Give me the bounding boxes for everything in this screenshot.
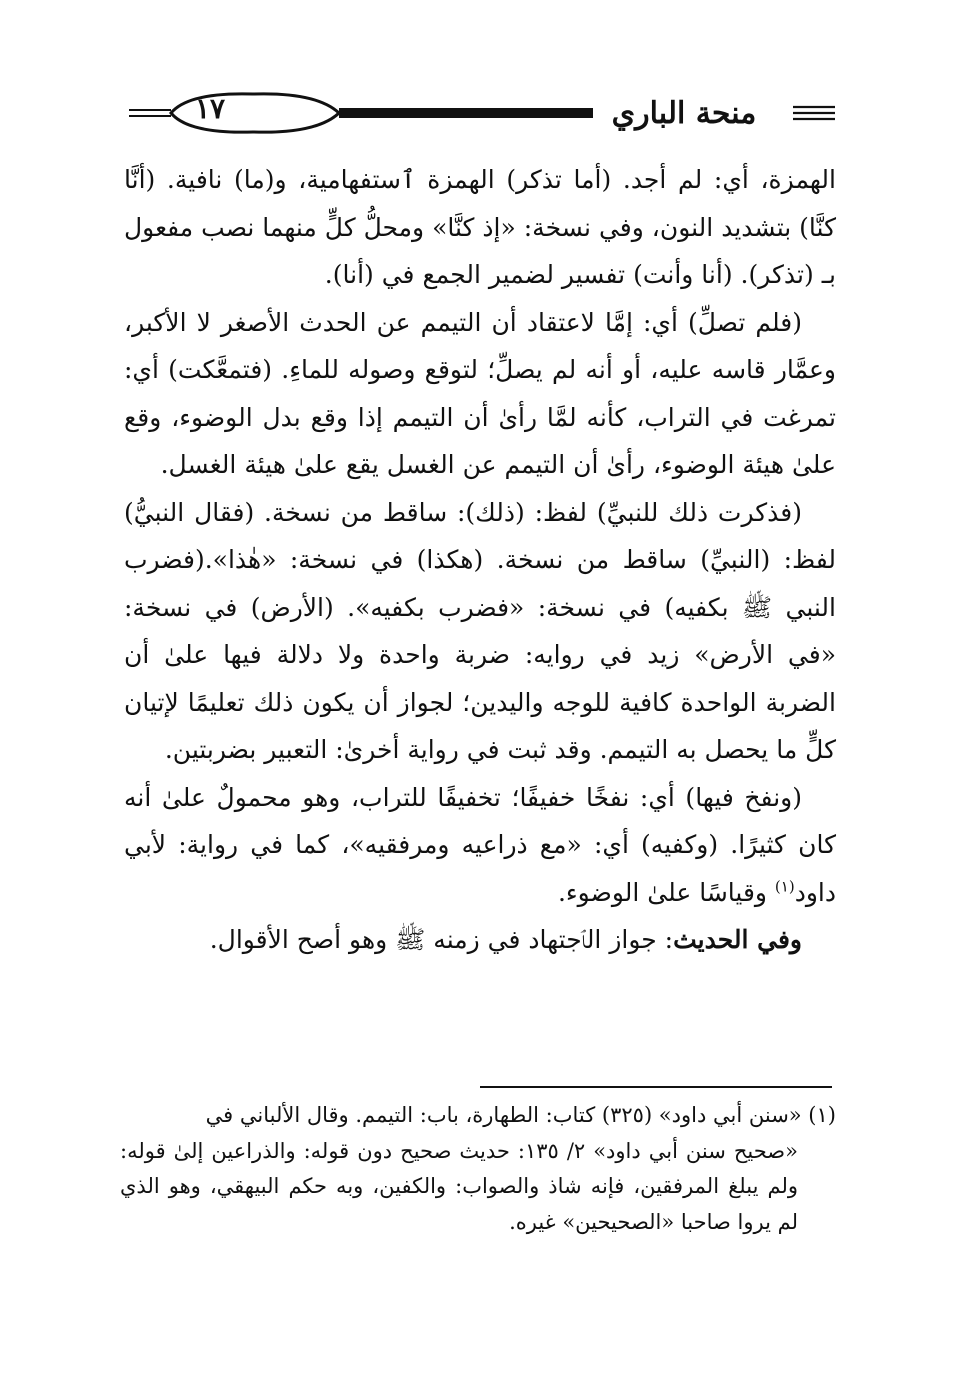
page-number: ١٧ — [194, 92, 226, 125]
paragraph-5-text: : جواز الٱجتهاد في زمنه ﷺ وهو أصح الأقوال. — [209, 925, 674, 954]
paragraph-4-end: وقياسًا علىٰ الوضوء. — [557, 877, 775, 907]
paragraph-1: الهمزة، أي: لم أجد. (أما تذكر) الهمزة ٱستفهامية، و(ما) نافية. (أنَّا كنَّا) بتشديد النون، وفي نسخة: «إذ كنَّا» ومحلُّ كلٍّ منهما نصب مفعول بـ (تذكر). (أنا وأنت) تفسير لضمير الجمع في (أنا). — [124, 165, 836, 289]
running-title: منحة الباري — [611, 96, 757, 131]
paragraph-4-text: (ونفخ فيها) أي: نفخًا خفيفًا؛ تخفيفًا للتراب، وهو محمولٌ علىٰ أنه كان كثيرًا. (وكفيه) أي: «مع ذراعيه ومرفقيه»، كما في رواية: لأبي داود — [124, 782, 836, 907]
paragraph-5 — [124, 916, 836, 964]
footnote-1-continuation: «صحيح سنن أبي داود» ٢/ ١٣٥: حديث صحيح دون قوله: والذراعين إلىٰ قوله: ولم يبلغ المرفقين، فإنه شاذ والصواب: والكفين، وبه حكم البيهقي، وهو الذي لم يروا صاحبا «الصحيحين» غيره. — [120, 1138, 798, 1234]
paragraph-5-lead: وفي الحديث — [673, 925, 802, 954]
footnotes — [120, 1098, 836, 1240]
main-text — [124, 156, 836, 964]
footnote-divider — [480, 1086, 832, 1088]
footnote-marker[interactable]: (١) — [774, 877, 795, 896]
paragraph-3: (فذكرت ذلك للنبيِّ) لفظ: (ذلك): ساقط من نسخة. (فقال النبيُّ) لفظ: (النبيِّ) ساقط من نسخة. (هكذا) في نسخة: «هٰذا».(فضرب النبي ﷺ بكفيه) في نسخة: «فضرب بكفيه». (الأرض) في نسخة: «في الأرض» زيد في روايه: ضربة واحدة ولا دلالة فيها علىٰ أن الضربة الواحدة كافية للوجه واليدين؛ لجواز أن يكون ذلك تعليمًا لإتيان كلٍّ ما يحصل به التيمم. وقد ثبت في رواية أخرىٰ: التعبير بضربتين. — [124, 497, 836, 764]
paragraph-2: (فلم تصلِّ) أي: إمَّا لاعتقاد أن التيمم عن الحدث الأصغر لا الأكبر، وعمَّار قاسه عليه، أو أنه لم يصلِّ؛ لتوقع وصوله للماءِ. (فتمعَّكت) أي: تمرغت في التراب، كأنه لمَّا رأىٰ أن التيمم إذا وقع بدل الوضوء، وقع علىٰ هيئة الوضوء، رأىٰ أن التيمم عن الغسل يقع علىٰ هيئة الغسل. — [124, 307, 836, 479]
paragraph-4 — [124, 774, 836, 917]
footnote-1-first-line: (١) «سنن أبي داود» (٣٢٥) كتاب: الطهارة، باب: التيمم. وقال الألباني في — [205, 1103, 836, 1127]
